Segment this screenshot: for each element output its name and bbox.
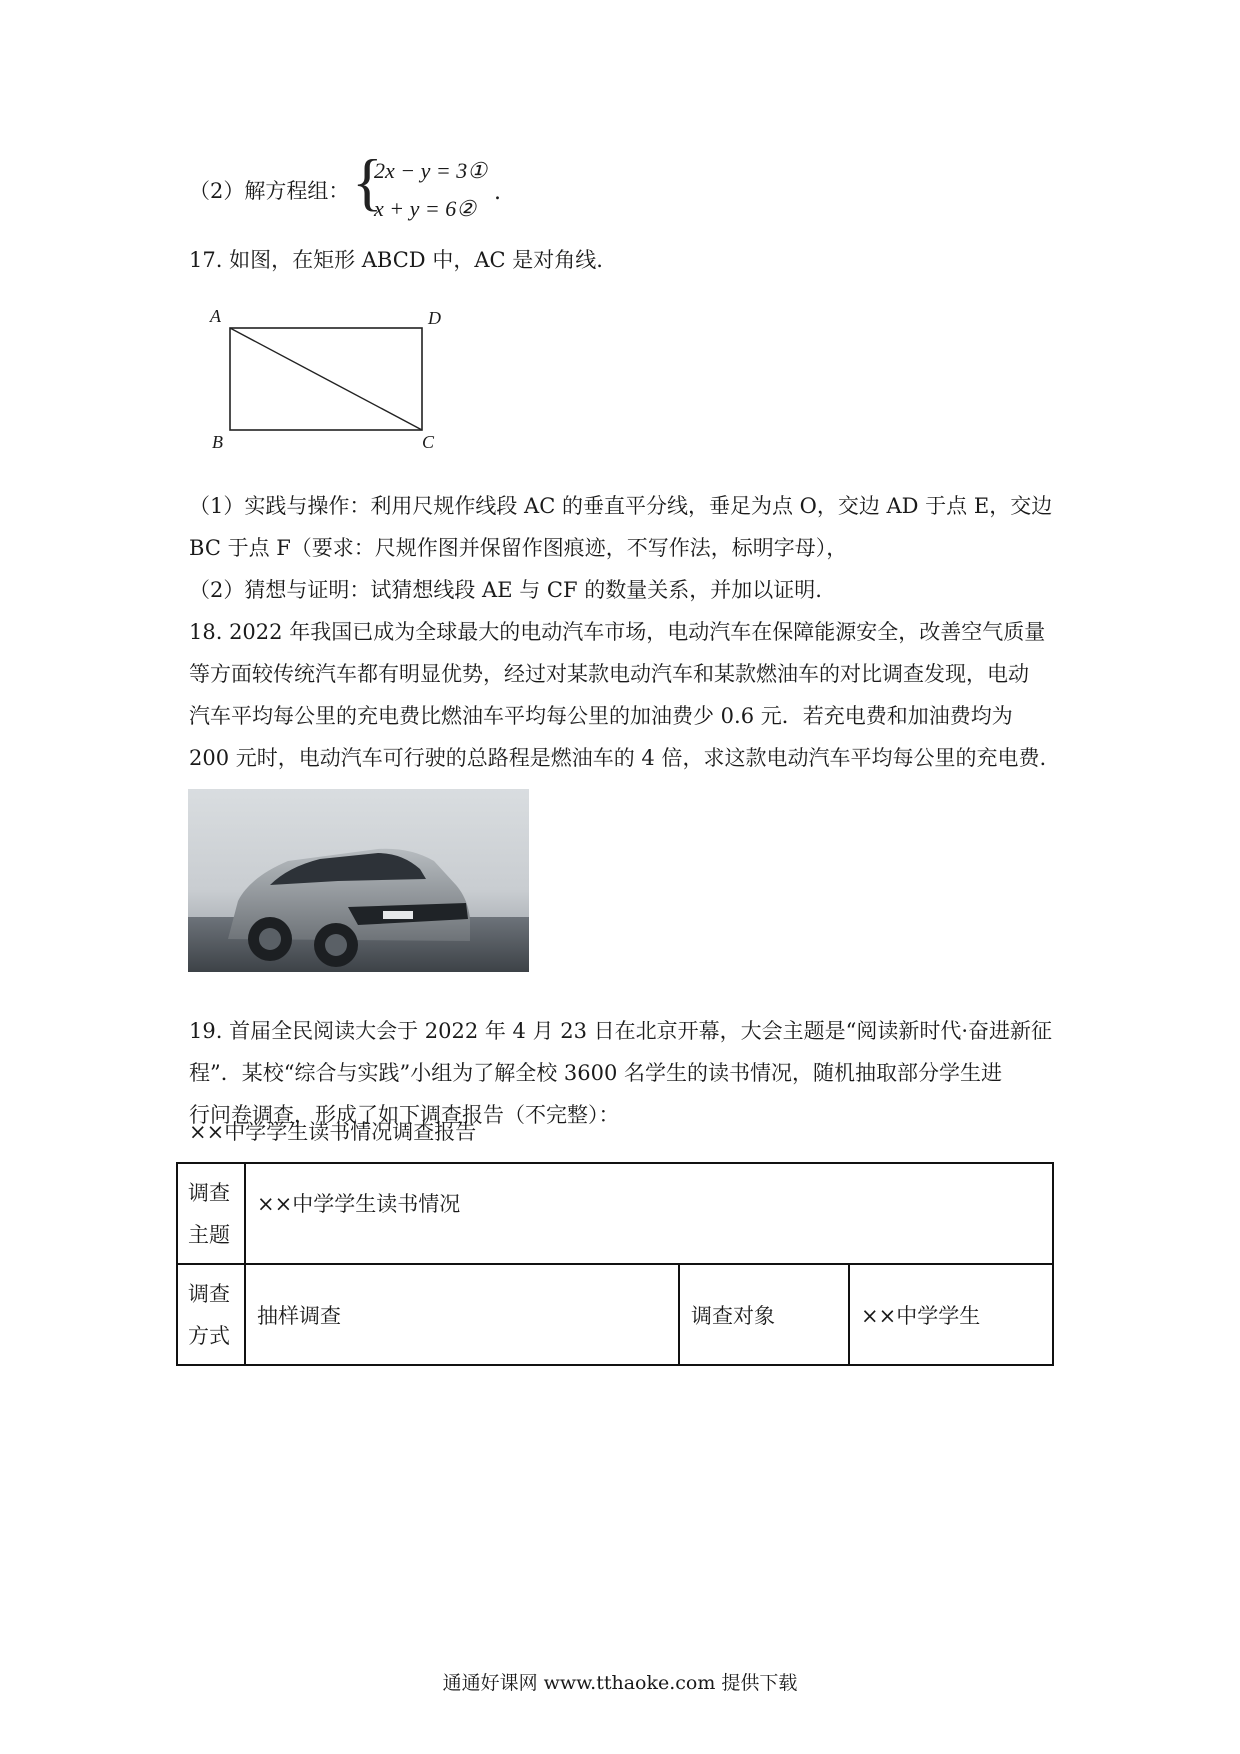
report-title: ××中学学生读书情况调查报告 <box>189 1120 477 1144</box>
header-topic-line1: 调查 <box>188 1180 230 1205</box>
q18-line1: 18. 2022 年我国已成为全球最大的电动汽车市场，电动汽车在保障能源安全，改善空气质量 <box>189 620 1046 644</box>
q16-prefix: （2）解方程组： <box>189 179 350 203</box>
diagonal-ac <box>230 328 422 430</box>
header-method-line2: 方式 <box>188 1323 230 1348</box>
q19-line2: 程”．某校“综合与实践”小组为了解全校 3600 名学生的读书情况，随机抽取部分学生进 <box>189 1061 1002 1085</box>
q18-line3: 汽车平均每公里的充电费比燃油车平均每公里的加油费少 0.6 元．若充电费和加油费均为 <box>189 704 1013 728</box>
car-image <box>188 789 529 972</box>
header-topic-line2: 主题 <box>188 1222 230 1247</box>
q17-part1-line1: （1）实践与操作：利用尺规作线段 AC 的垂直平分线，垂足为点 O，交边 AD 于点 E，交边 <box>189 494 1053 518</box>
table-header-method <box>177 1264 245 1365</box>
survey-report-table <box>176 1162 1054 1366</box>
label-d: D <box>428 308 441 328</box>
header-method-line1: 调查 <box>188 1281 230 1306</box>
subject-value: ××中学学生 <box>849 1264 1053 1365</box>
rectangle-figure <box>200 306 460 456</box>
q19-line1: 19. 首届全民阅读大会于 2022 年 4 月 23 日在北京开幕，大会主题是“阅读新时代·奋进新征 <box>189 1019 1053 1043</box>
q17-stem: 17. 如图，在矩形 ABCD 中，AC 是对角线. <box>189 248 603 272</box>
table-row <box>177 1264 1053 1365</box>
equation-1: 2x − y = 3① <box>374 158 487 183</box>
label-a: A <box>210 306 221 326</box>
q17-part1-line2: BC 于点 F（要求：尺规作图并保留作图痕迹，不写作法，标明字母）， <box>189 536 848 560</box>
q18-line4: 200 元时，电动汽车可行驶的总路程是燃油车的 4 倍，求这款电动汽车平均每公里的充电费. <box>189 746 1047 770</box>
label-b: B <box>212 432 223 452</box>
q18-line2: 等方面较传统汽车都有明显优势，经过对某款电动汽车和某款燃油车的对比调查发现，电动 <box>189 662 1029 686</box>
table-header-topic <box>177 1163 245 1264</box>
subject-label: 调查对象 <box>679 1264 849 1365</box>
label-c: C <box>422 432 435 452</box>
q16-period: . <box>494 180 501 205</box>
q17-part2: （2）猜想与证明：试猜想线段 AE 与 CF 的数量关系，并加以证明. <box>189 578 822 602</box>
method-value: 抽样调查 <box>245 1264 679 1365</box>
equation-2: x + y = 6② <box>374 196 476 221</box>
rectangle-abcd-diagram <box>200 306 460 456</box>
page-footer: 通通好课网 www.tthaoke.com 提供下载 <box>442 1672 798 1694</box>
q19-line3: 行问卷调查，形成了如下调查报告（不完整）： <box>189 1103 620 1127</box>
topic-value: ××中学学生读书情况 <box>245 1163 1053 1264</box>
electric-car-photo <box>188 789 529 972</box>
table-row <box>177 1163 1053 1264</box>
system-brace: { <box>352 146 383 217</box>
